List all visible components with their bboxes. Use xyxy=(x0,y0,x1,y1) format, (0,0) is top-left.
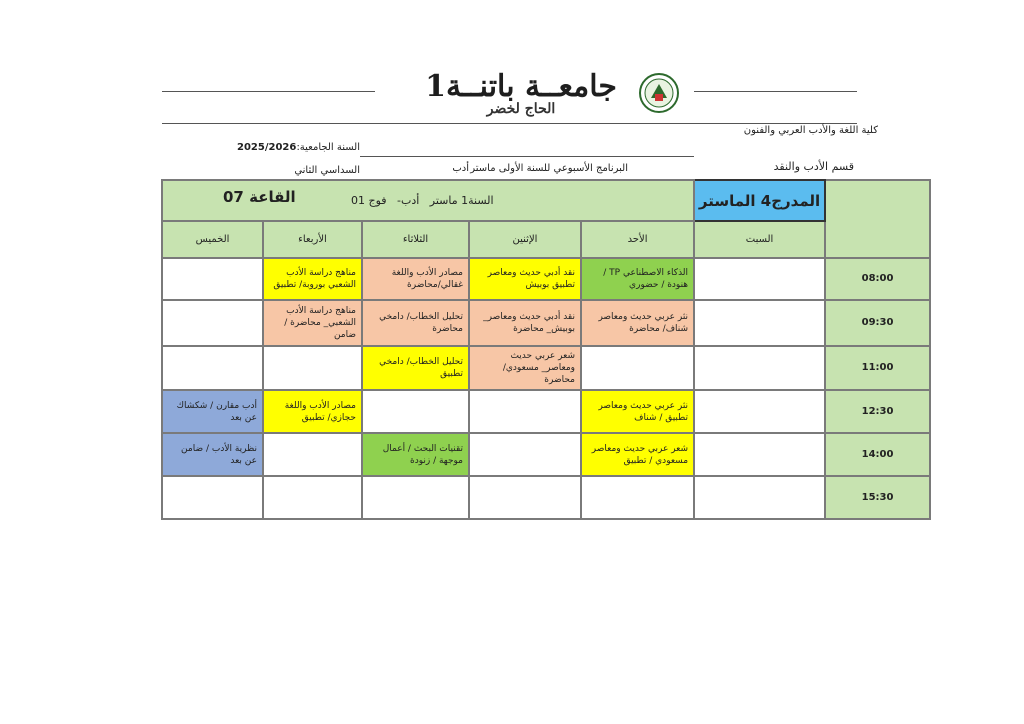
day-header-sat: السبت xyxy=(694,221,825,258)
slot-cell xyxy=(263,346,362,390)
slot-cell xyxy=(694,300,825,346)
specialty: أدب xyxy=(452,163,469,174)
day-header-mon: الإثنين xyxy=(469,221,581,258)
slot-cell xyxy=(694,346,825,390)
time-label: 09:30 xyxy=(825,300,930,346)
day-header-wed: الأربعاء xyxy=(263,221,362,258)
slot-cell xyxy=(263,476,362,519)
slot-cell xyxy=(694,433,825,476)
academic-year-label: السنة الجامعية: xyxy=(296,142,360,153)
room-label: القاعة 07 xyxy=(223,188,296,206)
department-name: قسم الأدب والنقد xyxy=(773,160,854,173)
slot-cell xyxy=(694,390,825,433)
year-underline xyxy=(360,156,694,157)
day-header-thu: الخميس xyxy=(162,221,263,258)
group-banner xyxy=(162,180,694,221)
slot-cell: نثر عربي حديث ومعاصر تطبيق / شناف xyxy=(581,390,694,433)
slot-cell xyxy=(162,300,263,346)
slot-cell: مصادر الأدب واللغة حجازي/ تطبيق xyxy=(263,390,362,433)
time-label: 15:30 xyxy=(825,476,930,519)
slot-cell: الذكاء الاصطناعي TP / هنودة / حضوري xyxy=(581,258,694,300)
slot-cell: شعر عربي حديث ومعاصر مسعودي / تطبيق xyxy=(581,433,694,476)
group-info: السنة1 ماستر أدب- فوج 01 xyxy=(351,194,494,207)
slot-cell: أدب مقارن / شكشاك عن بعد xyxy=(162,390,263,433)
program-title: البرنامج الأسبوعي للسنة الأولى ماستر xyxy=(470,163,628,174)
faculty-name: كلية اللغة والأدب العربي والفنون xyxy=(743,125,878,136)
slot-cell xyxy=(162,476,263,519)
slot-cell: نثر عربي حديث ومعاصر شناف/ محاضرة xyxy=(581,300,694,346)
university-logo-icon xyxy=(638,72,680,114)
slot-cell: نظرية الأدب / ضامن عن بعد xyxy=(162,433,263,476)
time-label: 12:30 xyxy=(825,390,930,433)
slot-cell: مناهج دراسة الأدب الشعبي_ محاضرة / ضامن xyxy=(263,300,362,346)
university-subtitle: الحاج لخضر xyxy=(486,101,556,117)
time-label: 11:00 xyxy=(825,346,930,390)
header-line-left xyxy=(162,91,375,92)
slot-cell xyxy=(362,390,469,433)
academic-year-value: 2025/2026 xyxy=(237,142,297,153)
corner-cell xyxy=(825,180,930,258)
day-header-sun: الأحد xyxy=(581,221,694,258)
slot-cell xyxy=(469,476,581,519)
schedule-table xyxy=(161,179,931,520)
amphitheater-label: المدرج4 الماستر xyxy=(694,180,825,221)
slot-cell xyxy=(263,433,362,476)
time-label: 08:00 xyxy=(825,258,930,300)
slot-cell: مصادر الأدب واللغة غقالي/محاضرة xyxy=(362,258,469,300)
header-line-right xyxy=(694,91,857,92)
slot-cell xyxy=(581,476,694,519)
header-line-full xyxy=(162,123,857,124)
semester: السداسي الثاني xyxy=(294,165,360,176)
slot-cell xyxy=(469,433,581,476)
slot-cell xyxy=(581,346,694,390)
time-label: 14:00 xyxy=(825,433,930,476)
slot-cell: تحليل الخطاب/ دامخي محاضرة xyxy=(362,300,469,346)
slot-cell: شعر عربي حديث ومعاصر_ مسعودي/ محاضرة xyxy=(469,346,581,390)
slot-cell xyxy=(362,476,469,519)
slot-cell xyxy=(694,476,825,519)
slot-cell xyxy=(162,346,263,390)
slot-cell xyxy=(469,390,581,433)
slot-cell: نقد أدبي حديث ومعاصر تطبيق بوبيش xyxy=(469,258,581,300)
slot-cell xyxy=(162,258,263,300)
slot-cell: تقنيات البحث / أعمال موجهة / زنودة xyxy=(362,433,469,476)
university-title: جامعــة باتنــة1 xyxy=(425,69,617,104)
day-header-tue: الثلاثاء xyxy=(362,221,469,258)
slot-cell: مناهج دراسة الأدب الشعبي بوروبة/ تطبيق xyxy=(263,258,362,300)
slot-cell: تحليل الخطاب/ دامخي تطبيق xyxy=(362,346,469,390)
slot-cell xyxy=(694,258,825,300)
slot-cell: نقد أدبي حديث ومعاصر_ بوبيش_ محاضرة xyxy=(469,300,581,346)
